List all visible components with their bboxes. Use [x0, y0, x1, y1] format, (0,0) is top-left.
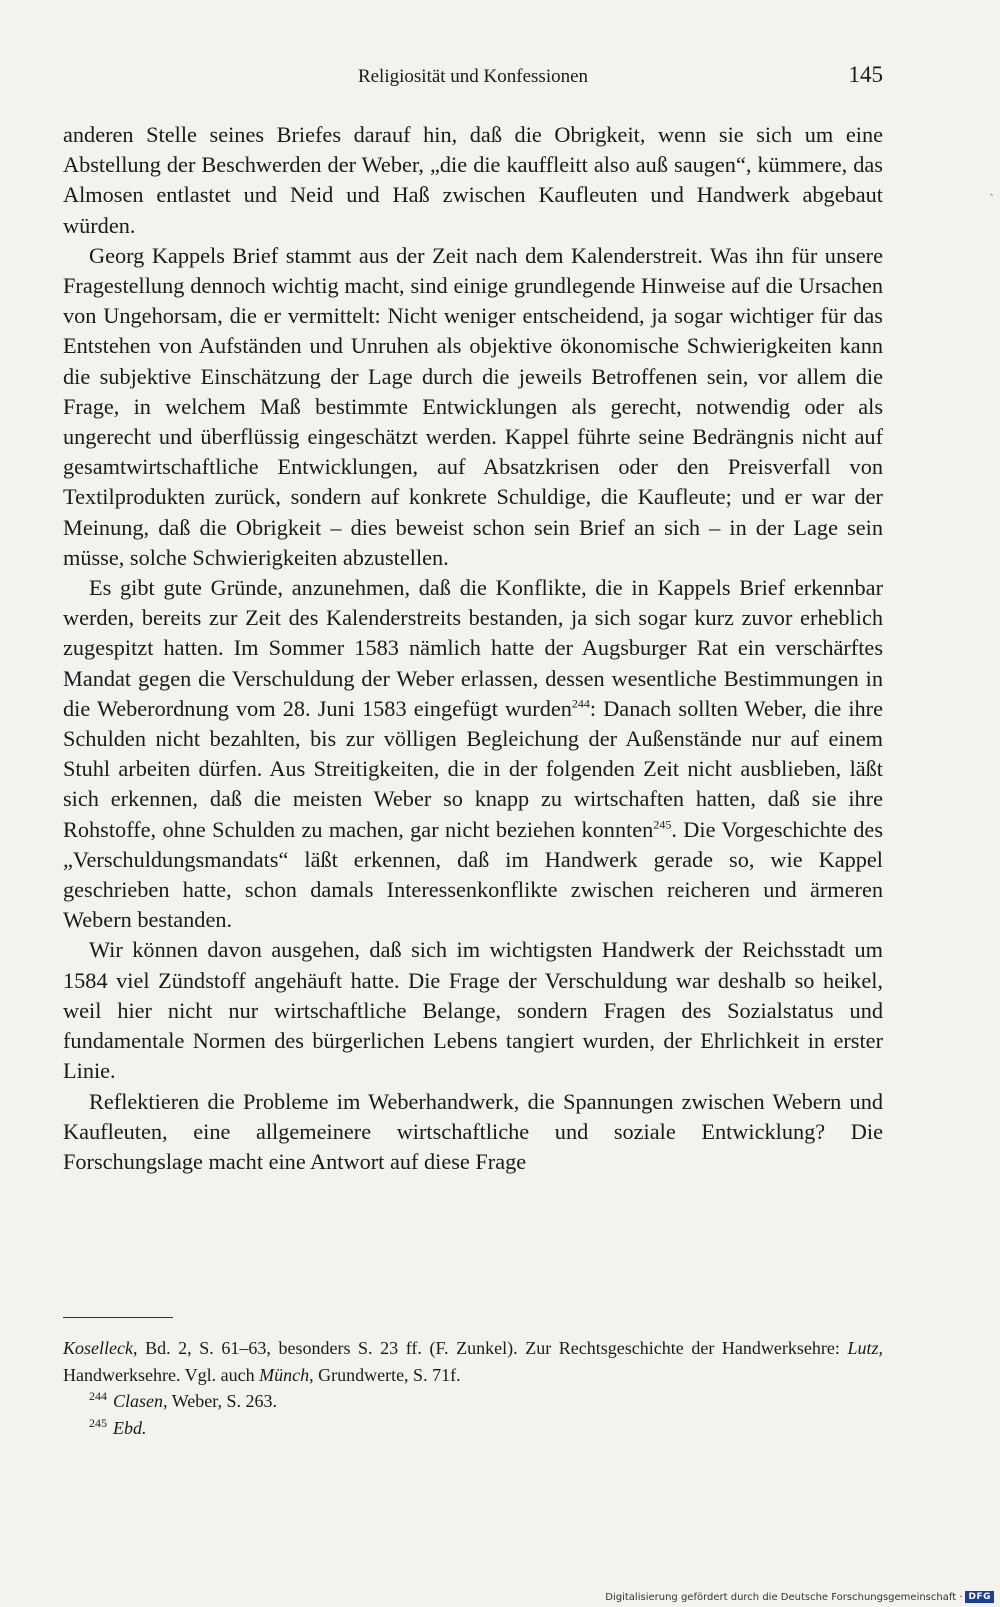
- credit-text: Digitalisierung gefördert durch die Deutsche Forschungsgemeinschaft ·: [605, 1591, 963, 1603]
- footnote-text: Handwerksehre. Vgl. auch: [63, 1364, 260, 1385]
- footnote-number: 245: [89, 1415, 107, 1430]
- page-number: 145: [848, 62, 883, 87]
- footnote-244: [63, 1388, 883, 1415]
- footnote-ref-245[interactable]: 245: [653, 817, 672, 832]
- footnote-author: Münch: [259, 1364, 310, 1385]
- footnote-text: Weber, S. 263.: [167, 1391, 278, 1411]
- footnote-ref-244[interactable]: 244: [571, 696, 590, 711]
- paragraph-3-text-b: : Danach sollten Weber, die ihre Schulden nicht bezahlten, bis zur völligen Begleichung der Außenstände nur auf einem Stuhl arbeiten dürfen. Aus Streitigkeiten, die in der folgenden Zeit nicht ausblieben, läßt sich erkennen, daß die meisten Weber so knapp zu wirtschaften hatten, daß sie ihre Rohstoffe, ohne Schulden zu machen, gar nicht beziehen konnten: [63, 695, 883, 842]
- running-title: Religiosität und Konfessionen: [357, 66, 589, 87]
- running-header: [63, 62, 883, 92]
- footnote-number: 244: [89, 1389, 107, 1403]
- paragraph-2: Georg Kappels Brief stammt aus der Zeit nach dem Kalenderstreit. Was ihn für unsere Fragestellung dennoch wichtig macht, sind einige grundlegende Hinweise auf die Ursachen von Ungehorsam, die er vermittelt: Nicht weniger entscheidend, ja sogar wichtiger für das Entstehen von Aufständen und Unruhen als objektive ökonomische Schwierigkeiten kann die subjektive Einschätzung der Lage durch die jeweils Betroffenen sein, vor allem die Frage, in welchem Maß bestimmte Entwicklungen als gerecht, notwendig oder als ungerecht und überflüssig eingeschätzt werden. Kappel führte seine Bedrängnis nicht auf gesamtwirtschaftliche Entwicklungen, auf Absatzkrisen oder den Preisverfall von Textilprodukten zurück, sondern auf konkrete Schuldige, die Kaufleute; und er war der Meinung, daß die Obrigkeit – dies beweist schon sein Brief an sich – in der Lage sein müsse, solche Schwierigkeiten abzustellen.: [63, 242, 883, 570]
- footnote-245: [63, 1415, 883, 1442]
- paragraph-3-text-c: . Die Vorgeschichte des „Verschuldungsmandats“ läßt erkennen, daß im Handwerk gerade so, wie Kappel geschrieben hatte, schon damals Interessenkonflikte zwischen reicheren und ärmeren Webern bestanden.: [63, 816, 883, 933]
- paragraph-1: anderen Stelle seines Briefes darauf hin, daß die Obrigkeit, wenn sie sich um eine Abstellung der Beschwerden der Weber, „die die kauffleitt also auß saugen“, kümmere, das Almosen entlastet und Neid und Haß zwischen Kaufleuten und Handwerk abgebaut würden.: [63, 122, 883, 238]
- paragraph-4: Wir können davon ausgehen, daß sich im wichtigsten Handwerk der Reichsstadt um 1584 viel Zündstoff angehäuft hatte. Die Frage der Verschuldung war deshalb so heikel, weil hier nicht nur wirtschaftliche Belange, sondern Fragen des Sozialstatus und fundamentale Normen des bürgerlichen Lebens tangiert wurden, der Ehrlichkeit in erster Linie.: [63, 937, 883, 1084]
- paragraph-5: Reflektieren die Probleme im Weberhandwerk, die Spannungen zwischen Webern und Kaufleuten, eine allgemeinere wirtschaftliche und soziale Entwicklung? Die Forschungslage macht eine Antwort auf diese Frage: [63, 1088, 883, 1174]
- paragraph-3: [63, 573, 883, 935]
- footnotes: [63, 1335, 883, 1441]
- body-text: [63, 120, 883, 1177]
- footnote-text: , Bd. 2, S. 61–63, besonders S. 23 ff. (F. Zunkel). Zur Rechtsgeschichte der Handwerksehre:: [132, 1338, 848, 1358]
- paragraph-3-text-a: Es gibt gute Gründe, anzunehmen, daß die Konflikte, die in Kappels Brief erkennbar werden, bereits zur Zeit des Kalenderstreits bestanden, ja sich sogar kurz zuvor erheblich zugespitzt hatten. Im Sommer 1583 nämlich hatte der Augsburger Rat ein verschärftes Mandat gegen die Verschuldung der Weber erlassen, dessen wesentliche Bestimmungen in die Weberordnung vom 28. Juni 1583 eingefügt wurden: [63, 575, 883, 721]
- footnote-author: Lutz,: [847, 1338, 883, 1358]
- dfg-logo: DFG: [965, 1591, 994, 1603]
- footnote-author: Clasen,: [113, 1391, 168, 1411]
- margin-mark: ˏ: [989, 182, 994, 197]
- footnote-text: Ebd.: [113, 1417, 147, 1438]
- footnote-author: Koselleck: [63, 1338, 133, 1358]
- footnote-continuation: [63, 1335, 883, 1388]
- footnote-text: , Grundwerte, S. 71f.: [309, 1364, 461, 1385]
- digitization-credit: [605, 1591, 994, 1603]
- footnote-divider: [63, 1317, 173, 1318]
